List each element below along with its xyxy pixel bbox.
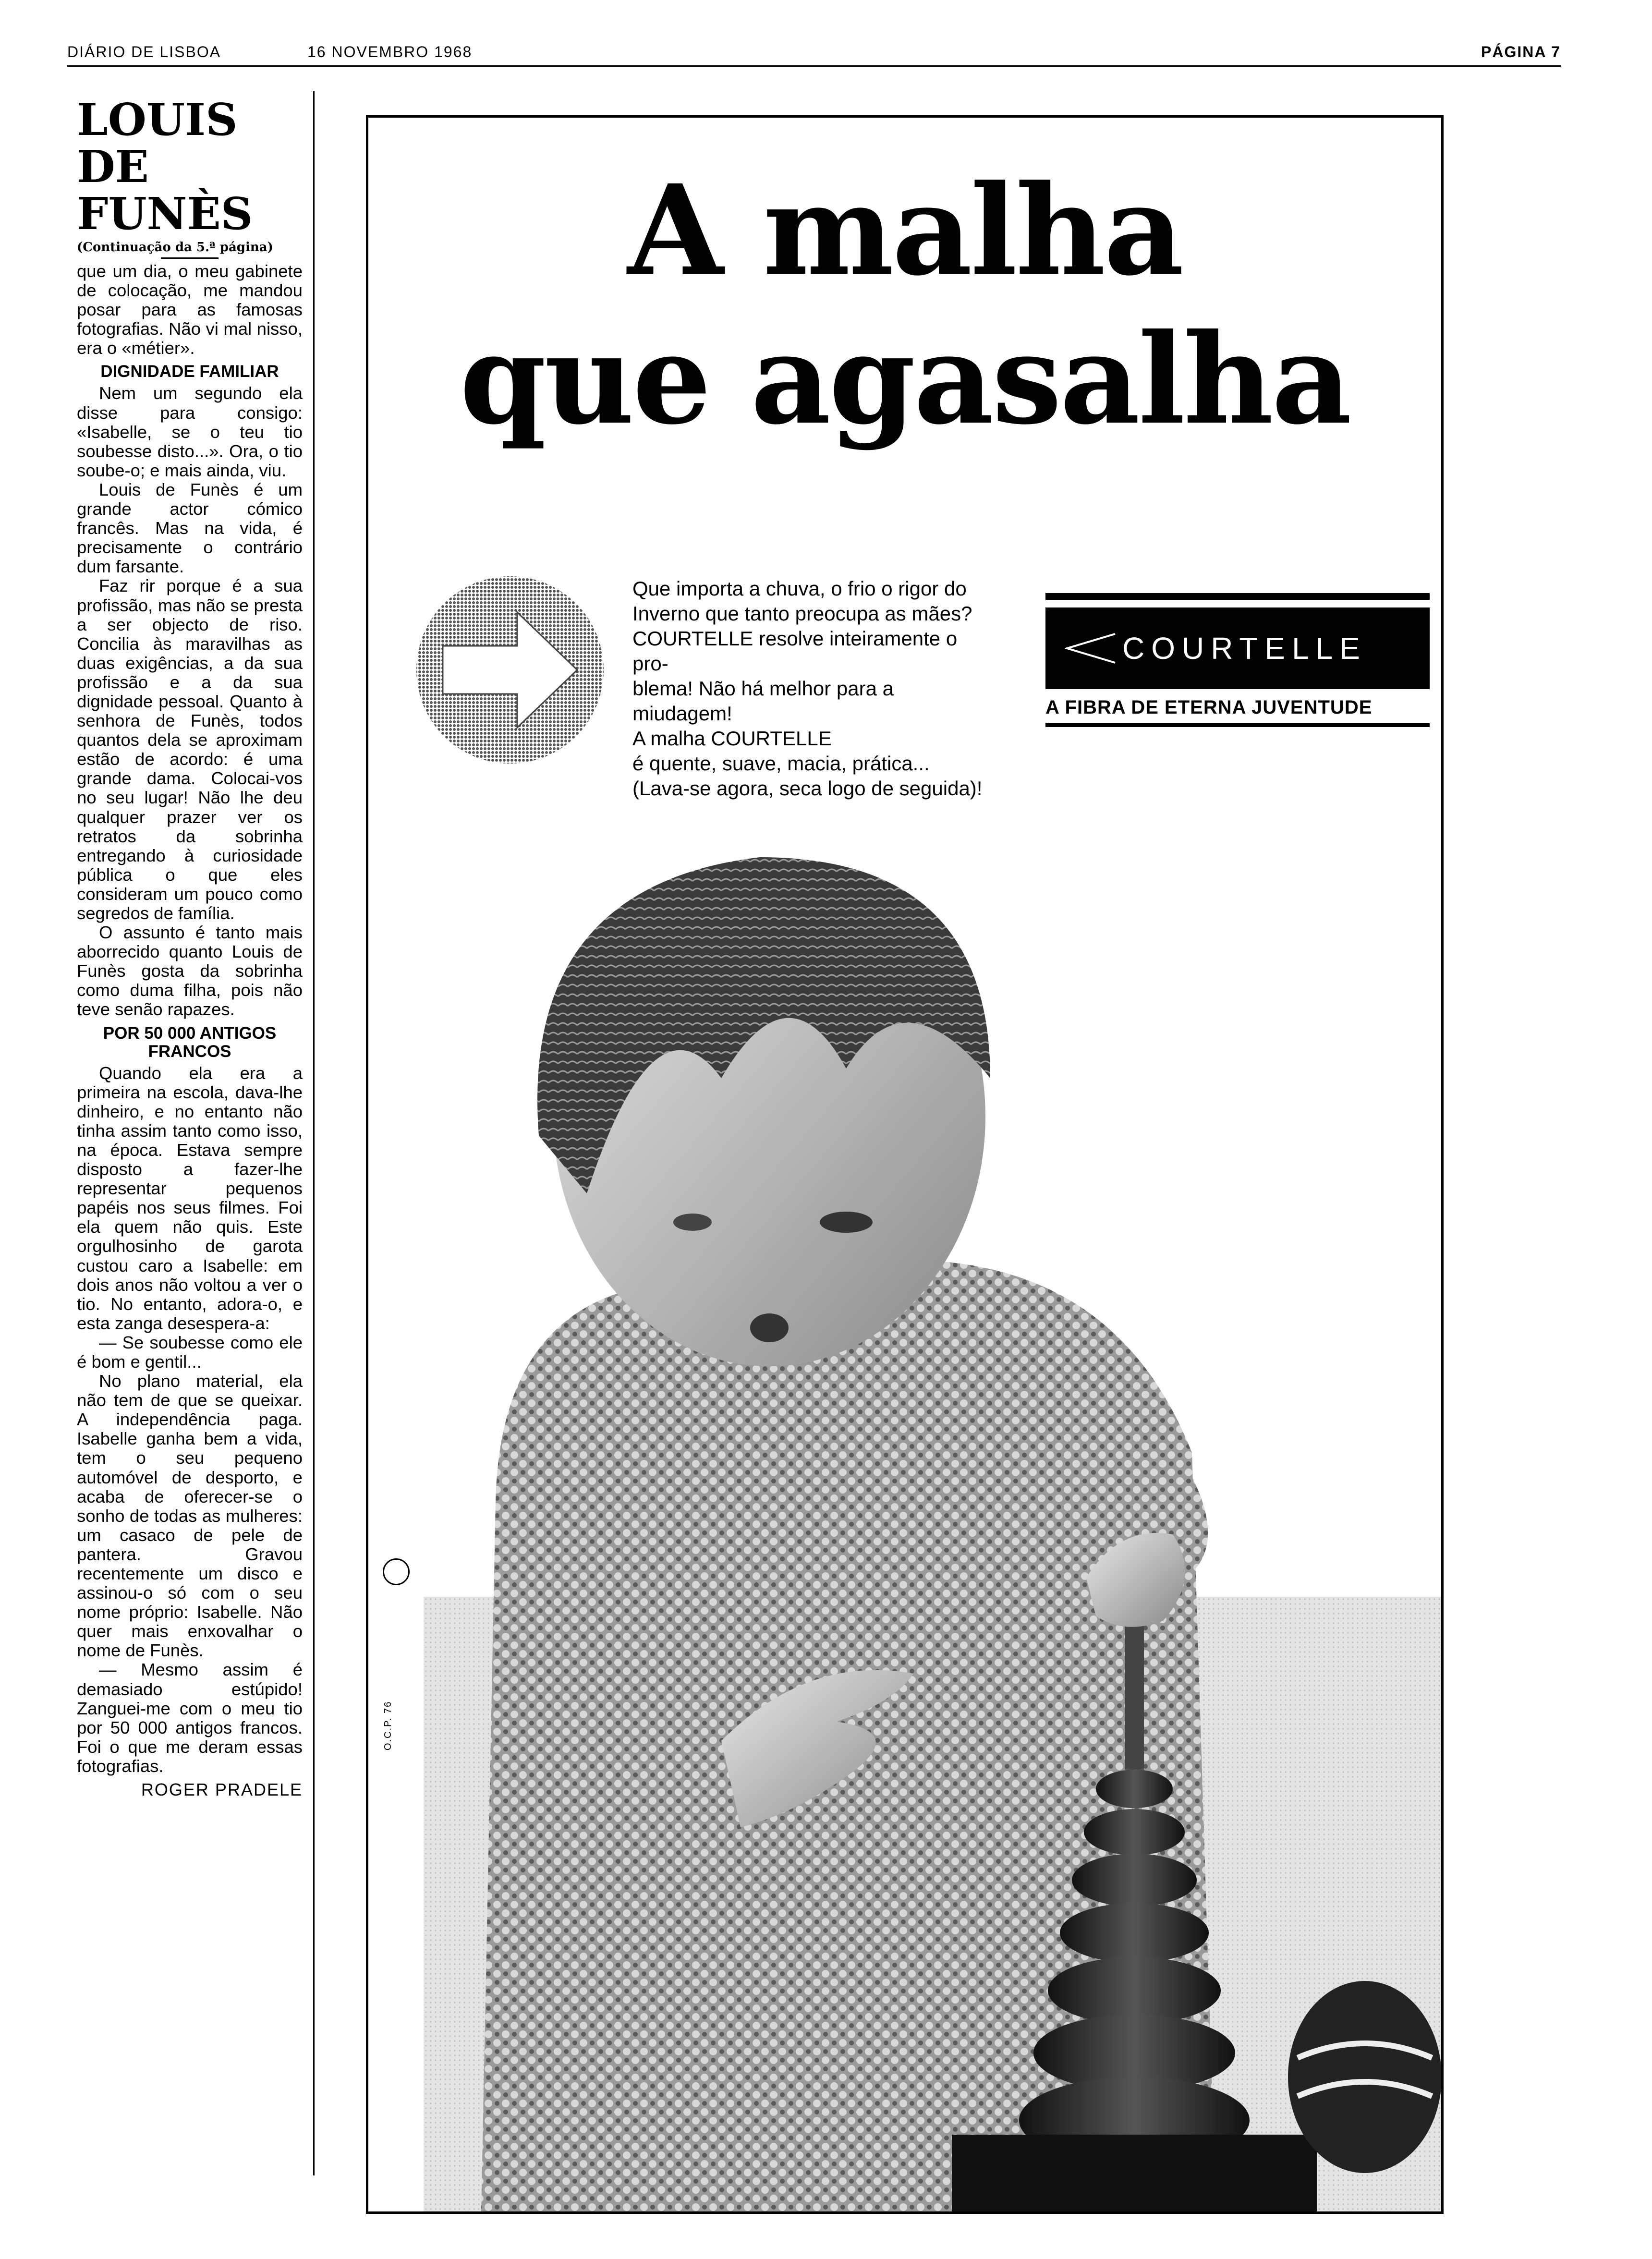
brand-bottom-bar [1045,723,1430,727]
article-paragraph: Louis de Funès é um grande actor cómico francês. Mas na vida, é precisamente o contrário dum farsante. [77,479,303,577]
brand-name: COURTELLE [1122,631,1367,666]
article-paragraph: — Mesmo assim é demasiado estúpido! Zanguei-me com o meu tio por 50 000 antigos francos. Foi o que me deram essas fotografias. [77,1660,303,1776]
chevron-logo-icon [1065,632,1118,665]
agency-credit: O.C.P. 76 [383,1700,393,1750]
ad-title-line-1: A malha [627,158,1182,303]
brand-tagline: A FIBRA DE ETERNA JUVENTUDE [1045,697,1373,718]
headline-line-2: DE FUNÈS [77,141,253,240]
headline-rule [161,257,219,259]
copy-line: A malha COURTELLE [632,727,832,750]
newspaper-name: DIÁRIO DE LISBOA [67,43,221,61]
agency-logo-icon [383,1558,410,1585]
ad-title-line-2: que agasalha [460,306,1350,452]
ad-body-copy [632,576,988,801]
child-photo [424,828,1442,2211]
copy-line: COURTELLE resolve inteiramente o pro- [632,627,958,675]
subheading-francos: POR 50 000 ANTIGOS FRANCOS [103,1023,277,1061]
page-number: PÁGINA 7 [1481,43,1561,61]
issue-date: 16 NOVEMBRO 1968 [307,43,473,61]
article-paragraph: — Se soubesse como ele é bom e gentil... [77,1332,303,1372]
article-paragraph: Nem um segundo ela disse para consigo: «Isabelle, se o teu tio soubesse disto...». Ora, o tio soube-o; e mais ainda, viu. [77,383,303,480]
column-divider [313,91,315,2175]
article-paragraph: Quando ela era a primeira na escola, dava-lhe dinheiro, e no entanto não tinha assim tanto como isso, na época. Estava sempre disposto a fazer-lhe representar pequenos papéis nos seus filmes. Foi ela quem não quis. Este orgulhosinho de garota custou caro a Isabelle: em dois anos não voltou a ver o tio. No entanto, adora-o, e esta zanga desespera-a: [77,1063,303,1333]
copy-line: é quente, suave, macia, prática... [632,752,930,775]
header-divider [67,65,1561,67]
article-paragraph: No plano material, ela não tem de que se queixar. A independência paga. Isabelle ganha bem a vida, tem o seu pequeno automóvel de desporto, e acaba de oferecer-se o sonho de todas as mulheres: um casaco de pele de pantera. Gravou recentemente um disco e assinou-o só com o seu nome próprio: Isabelle. Não quer mais enxovalhar o nome de Funès. [77,1371,303,1661]
page-header [67,43,1561,67]
brand-top-bar [1045,593,1430,600]
copy-line: Que importa a chuva, o frio o rigor do [632,577,967,600]
article-paragraph: O assunto é tanto mais aborrecido quanto Louis de Funès gosta da sobrinha como duma filha, pois não teve senão rapazes. [77,923,303,1020]
brand-block [1045,593,1430,727]
continuation-note: (Continuação da 5.ª página) [77,240,273,255]
article-paragraph: Faz rir porque é a sua profissão, mas não se presta a ser objecto de riso. Concilia às maravilhas as duas exigências, a da sua profissão e a da sua dignidade pessoal. Quanto à senhora de Funès, todos quantos dela se aproximam estão de acordo: é uma grande dama. Colocai-vos no seu lugar! Não lhe deu qualquer prazer ver os retratos da sobrinha entregando à curiosidade pública o que eles consideram um pouco como segredos de família. [77,576,303,923]
article-paragraph: que um dia, o meu gabinete de colocação, me mandou posar para as famosas fotografias. Não vi mal nisso, era o «métier». [77,261,303,358]
copy-line: blema! Não há melhor para a miudagem! [632,677,894,725]
ad-title [368,156,1441,454]
copy-line: Inverno que tanto preocupa as mães? [632,602,972,625]
article-author: ROGER PRADELE [141,1780,303,1800]
article-headline [77,94,303,240]
brand-logo-box [1045,607,1430,689]
article-column [77,96,303,1800]
right-arrow-icon [414,574,606,766]
courtelle-advertisement [366,115,1444,2214]
copy-line: (Lava-se agora, seca logo de seguida)! [632,777,983,800]
headline-line-1: LOUIS [77,94,238,146]
subheading-dignidade: DIGNIDADE FAMILIAR [100,362,279,381]
